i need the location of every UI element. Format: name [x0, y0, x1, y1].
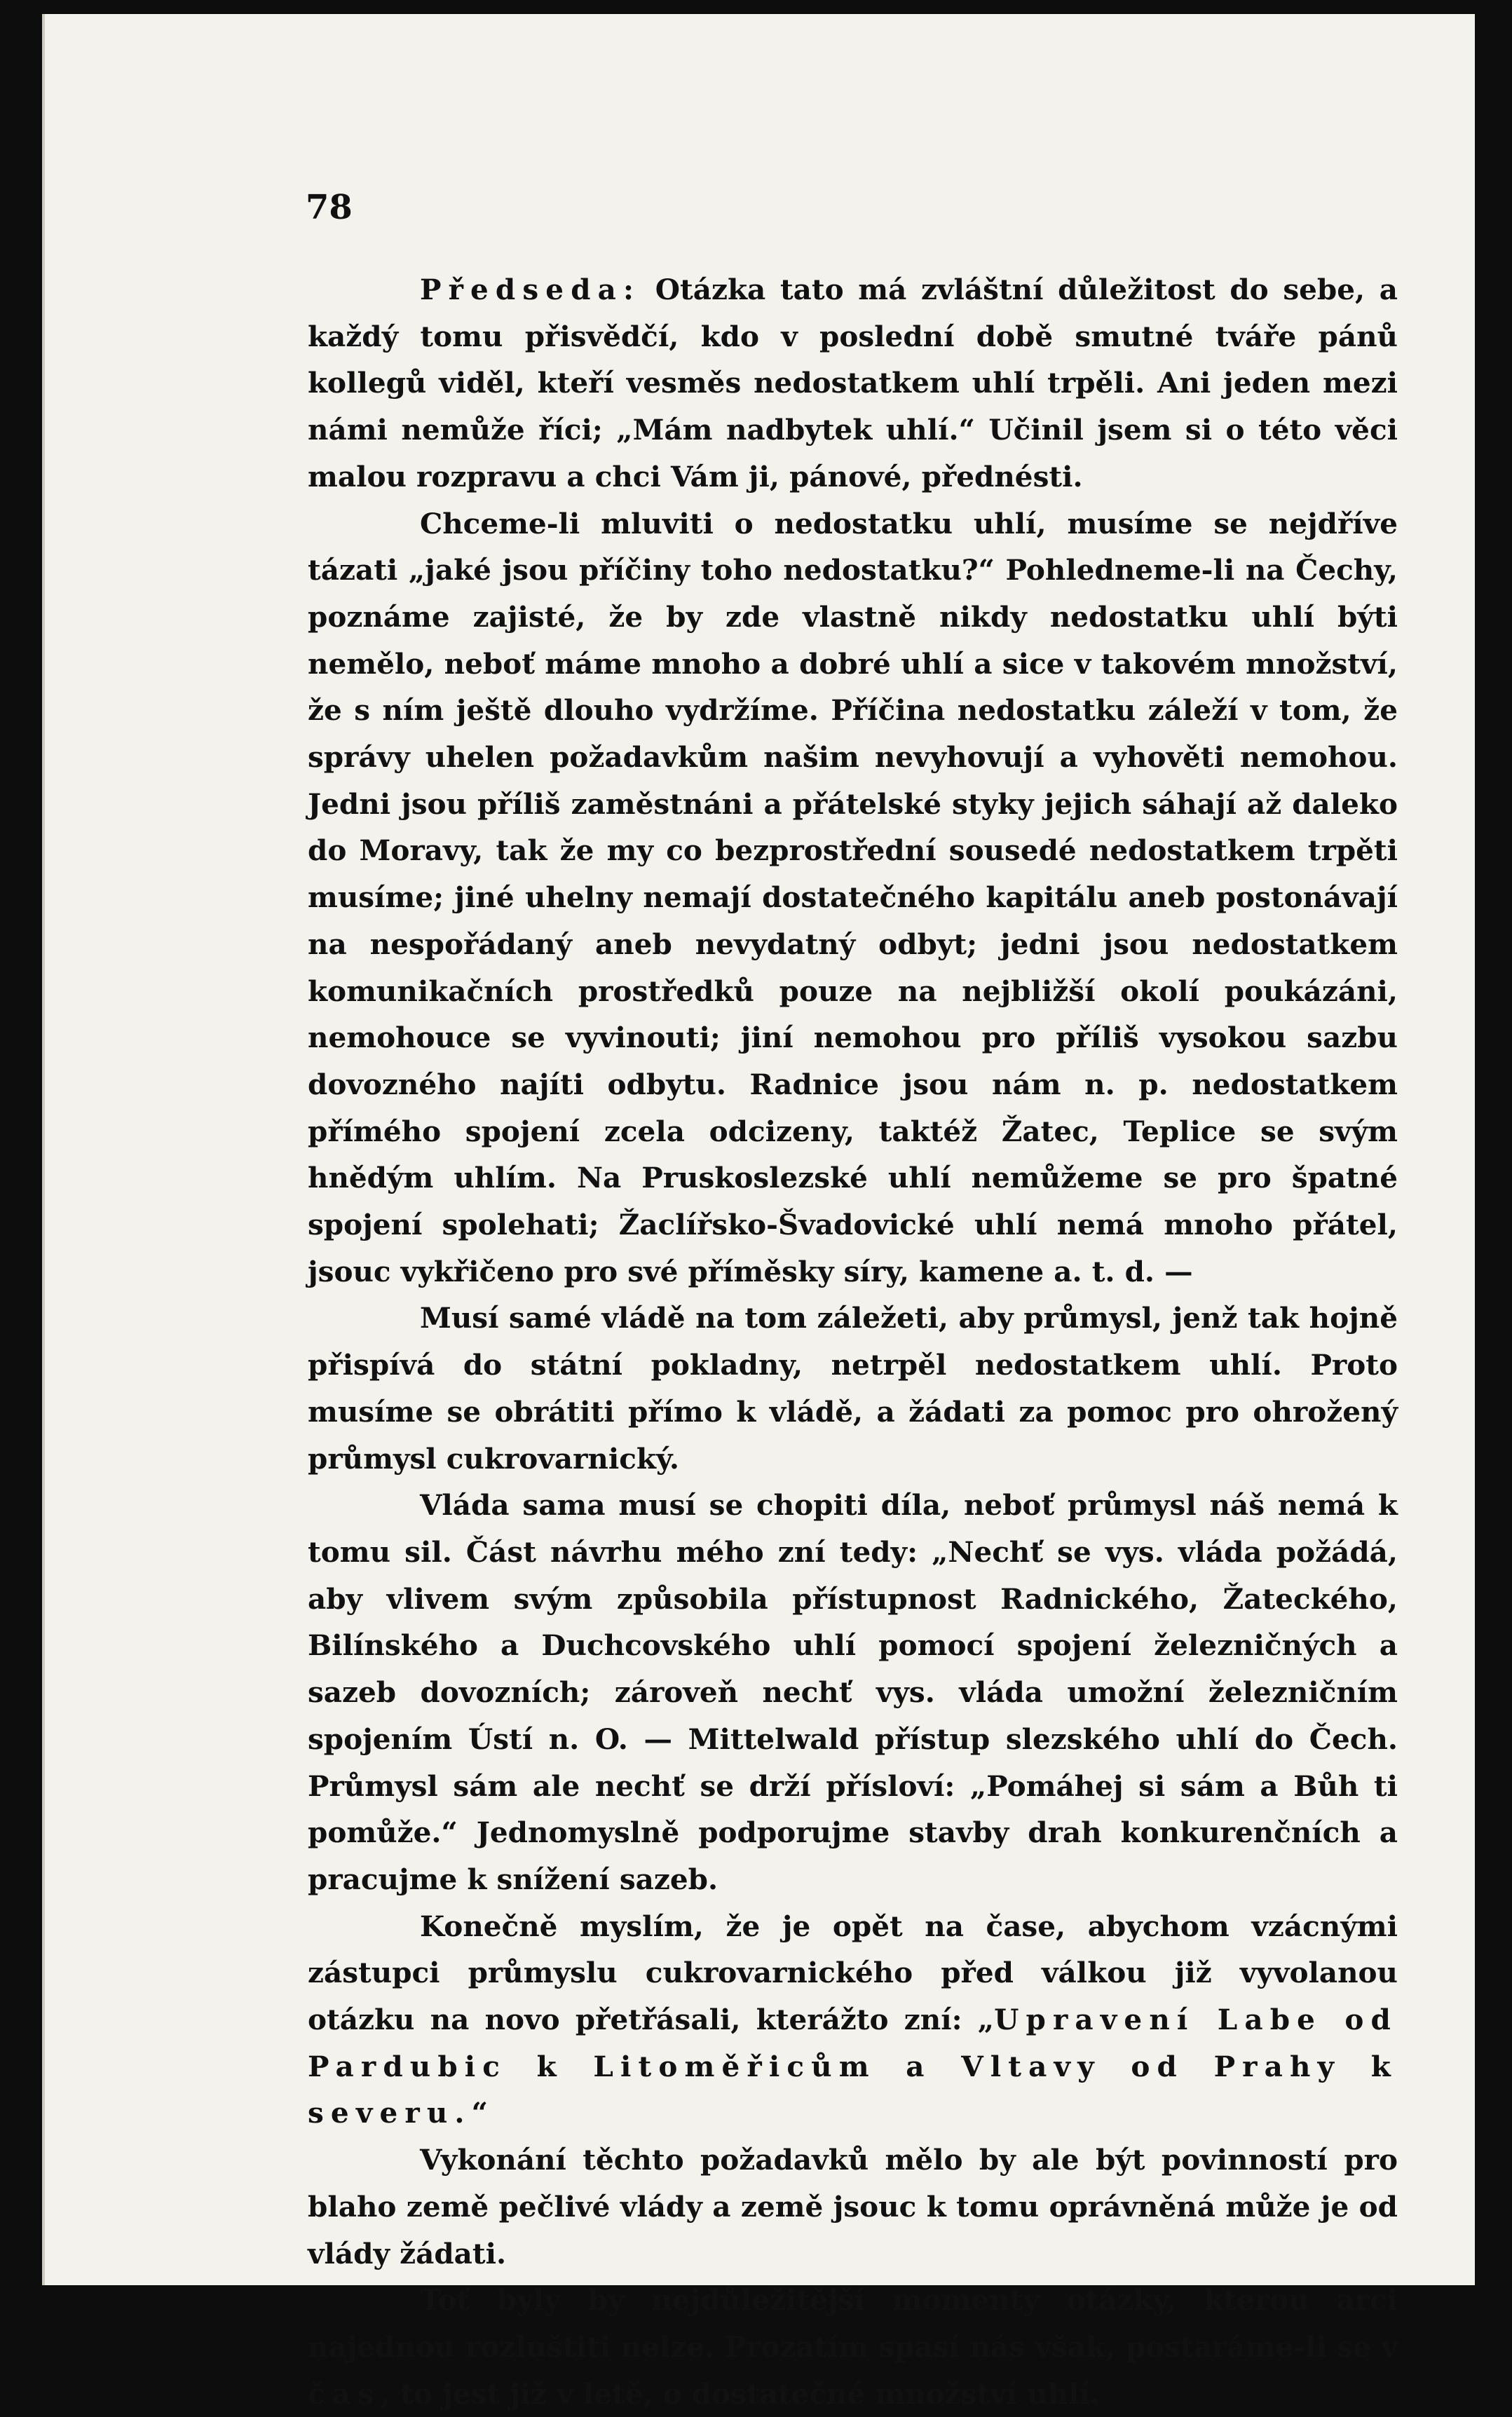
emphasized-quote: Upravení Labe od Pardubic k Litoměřicům a Vltavy od Prahy k severu.	[308, 2003, 1398, 2130]
emphasized-word: čas	[308, 2376, 381, 2411]
paragraph-3: Musí samé vládě na tom záležeti, aby průmysl, jenž tak hojně přispívá do státní pokladny, netrpěl nedostatkem uhlí. Proto musíme se obrátiti přímo k vládě, a žádati za pomoc pro ohrožený průmysl cukrovarnický.	[308, 1301, 1398, 1476]
paragraph-5-closing: “	[471, 2096, 488, 2130]
paragraph-7	[308, 2277, 1398, 2417]
paragraph-5	[308, 1903, 1398, 2137]
paragraph-1	[308, 266, 1398, 501]
paragraph-5-text: Konečně myslím, že je opět na čase, abychom vzácnými zástupci průmyslu cukrovarnického před válkou již vyvolanou otázku na novo přetřásali, kterážto zní: „	[308, 1909, 1398, 2037]
paragraph-7-closing: , to jest již v letě, o dostatečné množství uhlí.	[381, 2376, 1100, 2411]
paragraph-1-text: Otázka tato má zvláštní důležitost do sebe, a každý tomu přisvědčí, kdo v poslední době smutné tváře pánů kollegů viděl, kteří vesměs nedostatkem uhlí trpěli. Ani jeden mezi námi nemůže říci; „Mám nadbytek uhlí.“ Učinil jsem si o této věci malou rozpravu a chci Vám ji, pánové, přednésti.	[308, 273, 1398, 493]
paragraph-4: Vláda sama musí se chopiti díla, neboť průmysl náš nemá k tomu sil. Část návrhu mého zní tedy: „Nechť se vys. vláda požádá, aby vlivem svým způsobila přístupnost Radnického, Žateckého, Bilínského a Duchcovského uhlí pomocí spojení železničných a sazeb dovozních; zároveň nechť vys. vláda umožní železničním spojením Ústí n. O. — Mittelwald přístup slezského uhlí do Čech. Průmysl sám ale nechť se drží přísloví: „Pomáhej si sám a Bůh ti pomůže.“ Jednomyslně podporujme stavby drah konkurenčních a pracujme k snížení sazeb.	[308, 1488, 1398, 1896]
paragraph-7-text: Toť byly by nejdůležitější momenty otázky, kterou arci najednou rozluštiti nelze. Prozatím spasí nás však, postaráme-li se v	[308, 2283, 1398, 2364]
paragraph-2: Chceme-li mluviti o nedostatku uhlí, musíme se nejdříve tázati „jaké jsou příčiny toho nedostatku?“ Pohledneme-li na Čechy, poznáme zajisté, že by zde vlastně nikdy nedostatku uhlí býti nemělo, neboť máme mnoho a dobré uhlí a sice v takovém množství, že s ním ještě dlouho vydržíme. Příčina nedostatku záleží v tom, že správy uhelen požadavkům našim nevyhovují a vyhověti nemohou. Jedni jsou příliš zaměstnáni a přátelské styky jejich sáhají až daleko do Moravy, tak že my co bezprostřední sousedé nedostatkem trpěti musíme; jiné uhelny nemají dostatečného kapitálu aneb postonávají na nespořádaný aneb nevydatný odbyt; jedni jsou nedostatkem komunikačních prostředků pouze na nejbližší okolí poukázáni, nemohouce se vyvinouti; jiní nemohou pro příliš vysokou sazbu dovozného najíti odbytu. Radnice jsou nám n. p. nedostatkem přímého spojení zcela odcizeny, taktéž Žatec, Teplice se svým hnědým uhlím. Na Pruskoslezské uhlí nemůžeme se pro špatné spojení spolehati; Žaclířsko-Švadovické uhlí nemá mnoho přátel, jsouc vykřičeno pro své příměsky síry, kamene a. t. d. —	[308, 506, 1398, 1288]
paragraph-6: Vykonání těchto požadavků mělo by ale být povinností pro blaho země pečlivé vlády a země jsouc k tomu oprávněná může je od vlády žádati.	[308, 2143, 1398, 2270]
page-number: 78	[306, 188, 353, 227]
body-text	[308, 266, 1398, 2417]
scanned-page	[42, 14, 1475, 2411]
speaker-label: Předseda:	[420, 273, 641, 306]
